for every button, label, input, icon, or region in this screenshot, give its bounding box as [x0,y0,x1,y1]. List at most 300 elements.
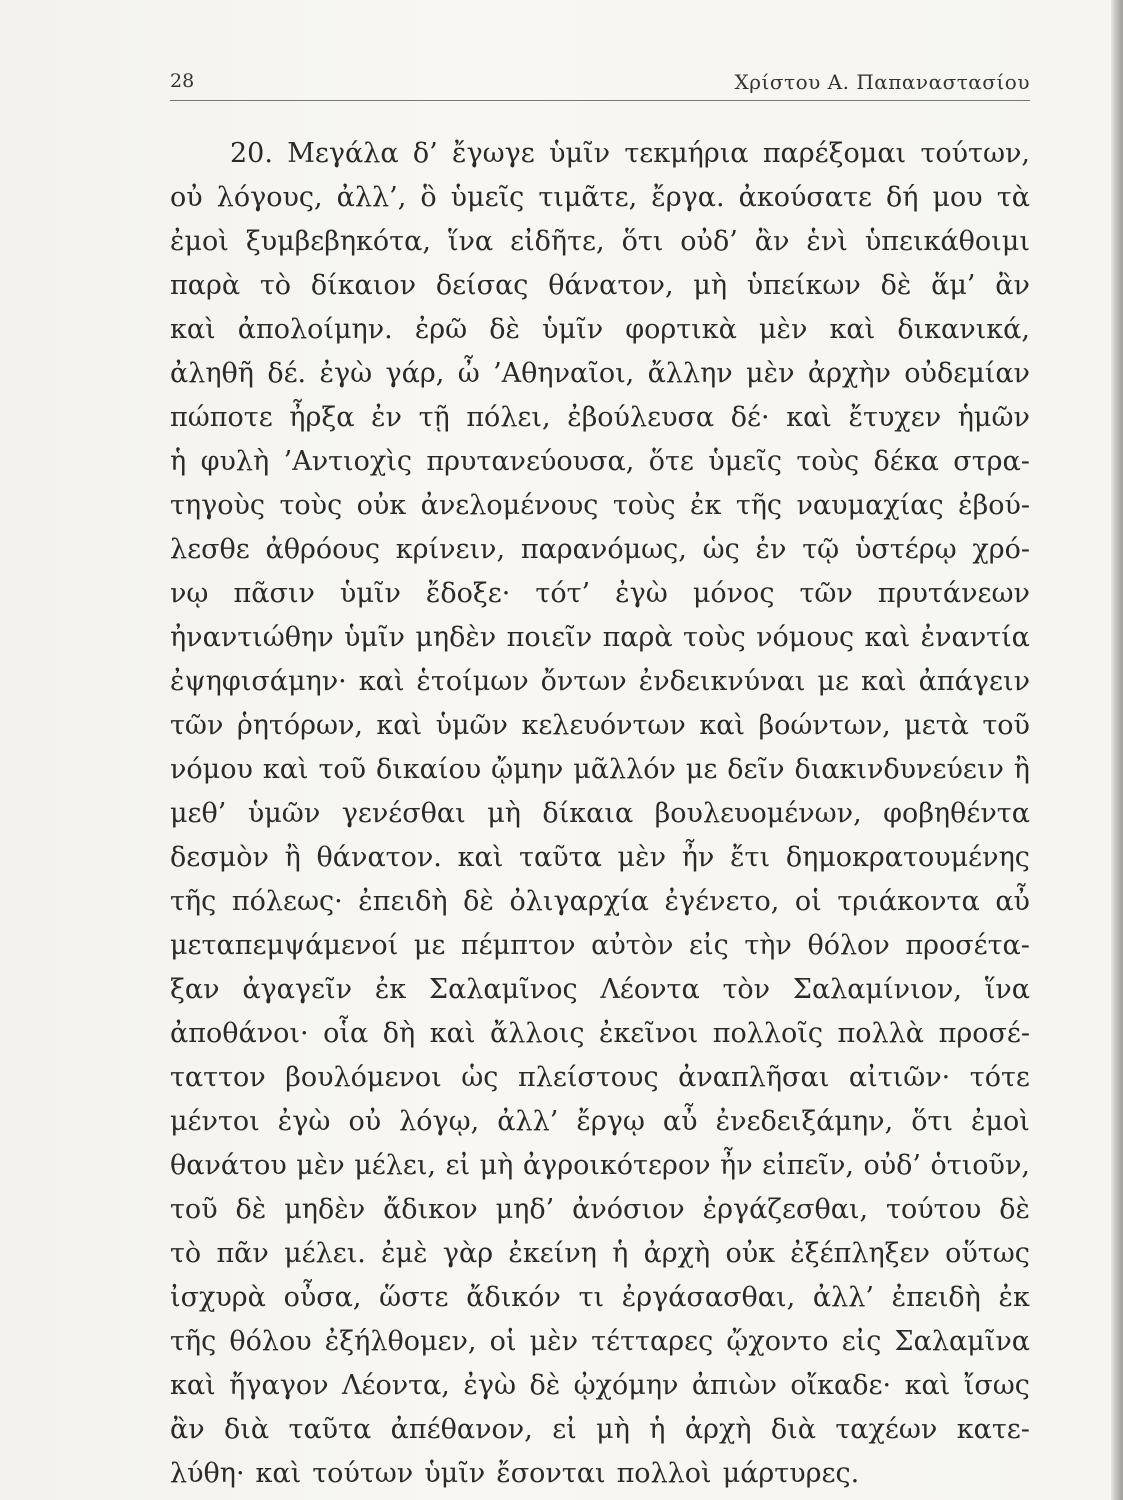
word: τι [578,1282,605,1313]
page-edge-shadow [1111,0,1123,1500]
word: ἔγωγε [452,138,535,169]
word: μέλει, [354,1150,437,1181]
word: τότε [969,1062,1030,1093]
word: Σαλαμίνιον, [792,974,962,1005]
word: 20. [230,138,273,169]
word: πᾶσιν [233,578,315,609]
word: ὃ [420,182,437,213]
word: καὶ [170,314,216,345]
word: ἄδικον [383,1194,478,1225]
word: λεσθε [170,534,250,565]
word: τῶν [799,578,853,609]
word: ἡ [649,1414,666,1445]
word: τεκμήρια [624,138,749,169]
text-line [170,484,1030,528]
word: μᾶλλόν [573,754,676,785]
word: παρὰ [602,622,673,653]
text-line [170,1144,1030,1188]
word: μὲν [758,314,808,345]
word: καὶ [699,710,746,741]
word: ἐργάζεσθαι, [702,1194,869,1225]
text-line [170,528,1030,572]
word: δίκαιον [310,270,417,301]
word: τοὺς [683,622,746,653]
word: πώποτε [170,402,273,433]
word: βουλευομένων, [654,798,862,829]
word: εἰπεῖν, [762,1150,854,1181]
word: ἐγὼ [319,358,373,389]
word: ἐγένετο, [664,886,780,917]
word: ἀληθῆ [170,358,254,389]
word: ἐβού- [958,490,1030,521]
word: δέ· [730,402,770,433]
text-line [170,176,1030,220]
word: θανάτου [170,1150,287,1181]
word: θάνατον. [316,842,442,873]
word: πολλὰ [837,1018,925,1049]
word: ἵνα [984,974,1030,1005]
word: χρό- [972,534,1030,565]
word: διακινδυνεύειν [794,754,1004,785]
word: ἔργῳ [576,1106,645,1137]
word: μὴ [479,1150,514,1181]
word: ἀρχὴν [807,358,891,389]
word: ἐκ [998,1282,1030,1313]
word: μὲν [296,1150,345,1181]
word: μὲν [617,842,666,873]
word: ὑμῖν [344,622,405,653]
word: αὐτὸν [591,930,674,961]
word: ἀπάγειν [918,666,1030,697]
word: ἐργάσασθαι, [621,1282,796,1313]
word: ἐκεῖνοι [599,1018,699,1049]
word: οὐδεμίαν [904,358,1030,389]
word: καὶ [457,842,504,873]
word: ἄλλην [647,358,733,389]
word: ναυμαχίας [796,490,944,521]
text-line [170,1056,1030,1100]
word: τοὺς [612,490,676,521]
word: οὕτως [945,1238,1030,1269]
page-number: 28 [170,70,195,92]
word: ἐνδεικνύναι [638,666,806,697]
text-line [170,616,1030,660]
word: ἀρχὴ [643,1238,711,1269]
word: ἐπειδὴ [891,1282,981,1313]
word: ἀνελομένους [420,490,599,521]
word: ὀλιγαρχία [509,886,649,917]
word: ὑμῖν [542,314,604,345]
word: ἀπολοίμην. [237,314,393,345]
word: ἢ [284,842,301,873]
word: μεθ’ [170,798,227,829]
word: καὶ [262,754,309,785]
word: τούτων [312,1458,414,1489]
text-line [170,1188,1030,1232]
word: γὰρ [442,1238,494,1269]
word: προσέ- [938,1018,1030,1049]
word: καὶ [786,402,832,433]
word: ποιεῖν [506,622,593,653]
word: τοὺς [279,490,343,521]
word: μηδ’ [495,1194,555,1225]
word: δ’ [412,138,438,169]
word: δημοκρατουμένης [785,842,1030,873]
word: δὲ [529,1370,561,1401]
word: πᾶν [216,1238,269,1269]
word: ἐπειδὴ [358,886,448,917]
word: εἰς [689,930,729,961]
word: δὲ [880,270,912,301]
word: δὲ [999,1194,1030,1225]
word: αὖ [995,886,1030,917]
word: εἰς [841,1326,882,1357]
word: δή [886,182,919,213]
word: ἐκ [690,490,722,521]
word: μεταπεμψάμενοί [170,930,399,961]
word: ἦν [720,1150,753,1181]
word: ἀγαγεῖν [242,974,353,1005]
word: διὰ [770,1414,816,1445]
text-line [170,1232,1030,1276]
word: μέλει. [284,1238,366,1269]
word: πολλοὶ [616,1458,712,1489]
word: εἰ [552,1414,577,1445]
word: θόλου [229,1326,312,1357]
word: ὑμεῖς [708,446,782,477]
word: ἴσως [963,1370,1030,1401]
word: μέντοι [170,1106,260,1137]
word: ἂν [754,226,790,257]
text-line [170,704,1030,748]
word: τὸν [722,974,771,1005]
word: τῶν [170,710,224,741]
word: δεσμὸν [170,842,269,873]
word: ἰσχυρὰ [170,1282,266,1313]
word: οἱ [489,1326,517,1357]
word: ἄλλοις [490,1018,585,1049]
word: ὦ [457,358,480,389]
word: ἀθρόους [265,534,380,565]
word: ὄντων [540,666,627,697]
word: τριάκοντα [837,886,980,917]
word: ἐβούλευσα [567,402,715,433]
word: ὑμῶν [247,798,321,829]
word: πόλεως· [231,886,343,917]
word: τοὺς [796,446,860,477]
word: ἐκείνη [508,1238,597,1269]
word: μηδὲν [284,1194,366,1225]
word: ἵνα [447,226,494,257]
text-line [170,880,1030,924]
word: ἀνόσιον [572,1194,685,1225]
word: ἐρῶ [414,314,468,345]
text-line [170,1364,1030,1408]
word: ἔτι [730,842,771,873]
word: ἢ [1013,754,1030,785]
word: ᾠχόμην [573,1370,679,1401]
word: ἅμ’ [931,270,976,301]
word: ἐψηφισάμην· [170,666,347,697]
word: πλείστους [517,1062,659,1093]
word: προσέτα- [905,930,1030,961]
word: Λέοντα [600,974,700,1005]
word: τῷ [802,534,840,565]
word: ἦν [681,842,715,873]
word: ἀλλ’, [336,182,407,213]
word: με [685,754,718,785]
word: ’Αντιοχὶς [283,446,412,477]
word: μετὰ [904,710,969,741]
word: καὶ [864,622,911,653]
word: φυλὴ [200,446,270,477]
word: νῳ [170,578,209,609]
word: βουλόμενοι [285,1062,442,1093]
word: οὐδ’ [863,1150,922,1181]
word: ἔργα. [651,182,725,213]
word: ἀλλ’ [497,1106,559,1137]
word: λόγους, [216,182,323,213]
word: τὸ [170,1238,202,1269]
word: ταχέων [835,1414,938,1445]
word: ἐγὼ [277,1106,331,1137]
header-rule [170,100,1030,101]
word: Σαλαμῖνα [894,1326,1030,1357]
word: τῇ [418,402,450,433]
word: ἀπιὼν [691,1370,777,1401]
text-line [170,660,1030,704]
word: οὐκ [725,1238,775,1269]
word: ὡς [702,534,740,565]
word: ᾤχοντο [726,1326,829,1357]
text-line [170,1100,1030,1144]
word: ἐγὼ [615,578,668,609]
word: δὲ [489,314,521,345]
word: τὰ [996,182,1030,213]
word: ἀρχὴ [684,1414,752,1445]
word: καὶ [170,1370,216,1401]
word: ταῦτα [288,1414,372,1445]
text-line [170,572,1030,616]
word: νόμου [170,754,253,785]
word: δικανικά, [897,314,1030,345]
word: Μεγάλα [287,138,399,169]
word: ταττον [170,1062,266,1093]
word: στρα- [953,446,1030,477]
word: ὑπείκων [746,270,861,301]
word: οἴκαδε· [790,1370,892,1401]
word: δικαίου [375,754,482,785]
word: ὑμῖν [424,1458,486,1489]
word: ἑνὶ [806,226,848,257]
word: ἐν [755,534,787,565]
word: παρανόμως, [520,534,687,565]
word: καὶ [429,1018,476,1049]
word: παρὰ [170,270,241,301]
word: ἐξέπληξεν [790,1238,930,1269]
word: διὰ [224,1414,270,1445]
text-line [170,132,1030,176]
word: τότ’ [535,578,591,609]
word: εἰ [445,1150,471,1181]
word: ἦρξα [289,402,355,433]
word: μάρτυρες. [722,1458,860,1489]
word: ξυμβεβηκότα, [245,226,431,257]
word: ὑστέρῳ [854,534,957,565]
word: τὸ [259,270,292,301]
word: μου [932,182,983,213]
word: ὑμῖν [549,138,611,169]
word: ἐκ [374,974,407,1005]
word: δέ. [267,358,307,389]
word: καὶ [829,314,876,345]
word: μὲν [746,358,795,389]
word: ὑμῶν [435,710,508,741]
word: τοῦ [982,710,1030,741]
word: καὶ [904,1370,951,1401]
word: οὖσα, [283,1282,362,1313]
word: ἔσονται [496,1458,606,1489]
word: δὲ [463,886,494,917]
word: ὅτι [621,226,664,257]
word: θόλον [807,930,890,961]
word: τέτταρες [591,1326,714,1357]
word: ὅτε [648,446,694,477]
word: δεῖν [727,754,785,785]
word: με [817,666,849,697]
word: ἂν [170,1414,205,1445]
word: δείσας [435,270,529,301]
word: ἤγαγον [229,1370,329,1401]
word: ἔτυχεν [848,402,942,433]
word: ἀλλ’ [812,1282,874,1313]
word: πολλοῖς [712,1018,823,1049]
word: πρυτανεύουσα, [426,446,635,477]
word: ῥητόρων, [236,710,363,741]
word: ἐγὼ [463,1370,516,1401]
word: τούτων, [920,138,1030,169]
word: κελευόντων [521,710,686,741]
word: μὴ [487,798,521,829]
word: τὴν [744,930,792,961]
word: κατε- [956,1414,1030,1445]
text-line [170,1452,1030,1496]
word: νόμους [756,622,855,653]
word: ἔδοξε· [425,578,511,609]
word: ᾤμην [491,754,564,785]
word: τοῦ [170,1194,218,1225]
word: με [413,930,446,961]
word: μὴ [596,1414,630,1445]
text-line [170,792,1030,836]
word: ἀκούσατε [738,182,872,213]
word: οὐ [170,182,203,213]
word: εἰδῆτε, [510,226,605,257]
word: δίκαια [542,798,634,829]
word: ἡμῶν [957,402,1030,433]
word: ὅτι [911,1106,953,1137]
word: ἀναπλῆσαι [678,1062,830,1093]
word: τιμᾶτε, [538,182,638,213]
word: Σαλαμῖνος [428,974,578,1005]
word: ἡ [612,1238,629,1269]
text-line [170,968,1030,1012]
word: οἱ [794,886,822,917]
word: κρίνειν, [395,534,506,565]
word: ὁτιοῦν, [930,1150,1030,1181]
word: ἐνεδειξάμην, [715,1106,894,1137]
word: οὐδ’ [680,226,738,257]
word: ἂν [995,270,1030,301]
word: ἀπέθανον, [390,1414,533,1445]
word: ἀποθάνοι· [170,1018,309,1049]
word: ὑπεικάθοιμι [864,226,1030,257]
word: τοῦ [318,754,367,785]
word: ἐμοὶ [170,226,229,257]
text-line [170,1408,1030,1452]
word: καὶ [860,666,907,697]
word: φοβηθέντα [883,798,1030,829]
word: ἐμὲ [381,1238,428,1269]
word: βοώντων, [758,710,891,741]
word: μηδὲν [415,622,497,653]
text-line [170,836,1030,880]
word: πρυτάνεων [877,578,1030,609]
text-line [170,396,1030,440]
word: πόλει, [466,402,551,433]
word: μὴ [693,270,728,301]
word: τῆς [735,490,783,521]
word: τούτου [886,1194,982,1225]
text-line [170,264,1030,308]
word: οὐκ [356,490,407,521]
word: Λέοντα, [341,1370,450,1401]
word: φορτικὰ [625,314,737,345]
word: ἄδικόν [466,1282,561,1313]
word: οἷα [323,1018,369,1049]
word: τῆς [170,886,217,917]
word: ὡς [461,1062,499,1093]
word: λύθη· [170,1458,245,1489]
word: πέμπτον [460,930,576,961]
word: ὥστε [379,1282,449,1313]
word: ἐν [371,402,402,433]
text-line [170,1320,1030,1364]
word: ἑτοίμων [416,666,529,697]
word: τηγοὺς [170,490,266,521]
word: γάρ, [385,358,445,389]
text-line [170,1276,1030,1320]
word: θάνατον, [548,270,674,301]
word: τῆς [170,1326,217,1357]
word: αὖ [662,1106,698,1137]
word: ὑμῖν [339,578,401,609]
word: ἡ [170,446,187,477]
word: ’Αθηναῖοι, [493,358,635,389]
word: δὴ [382,1018,416,1049]
word: δὲ [235,1194,267,1225]
word: ἐναντία [920,622,1030,653]
running-head: Χρίστου Α. Παπαναστασίου [734,70,1030,94]
body-text [170,132,1030,1496]
word: μὲν [529,1326,579,1357]
word: οὐ [348,1106,382,1137]
word: αἰτιῶν· [848,1062,951,1093]
word: ἐξήλθομεν, [324,1326,477,1357]
text-line [170,220,1030,264]
text-line [170,440,1030,484]
text-line [170,308,1030,352]
